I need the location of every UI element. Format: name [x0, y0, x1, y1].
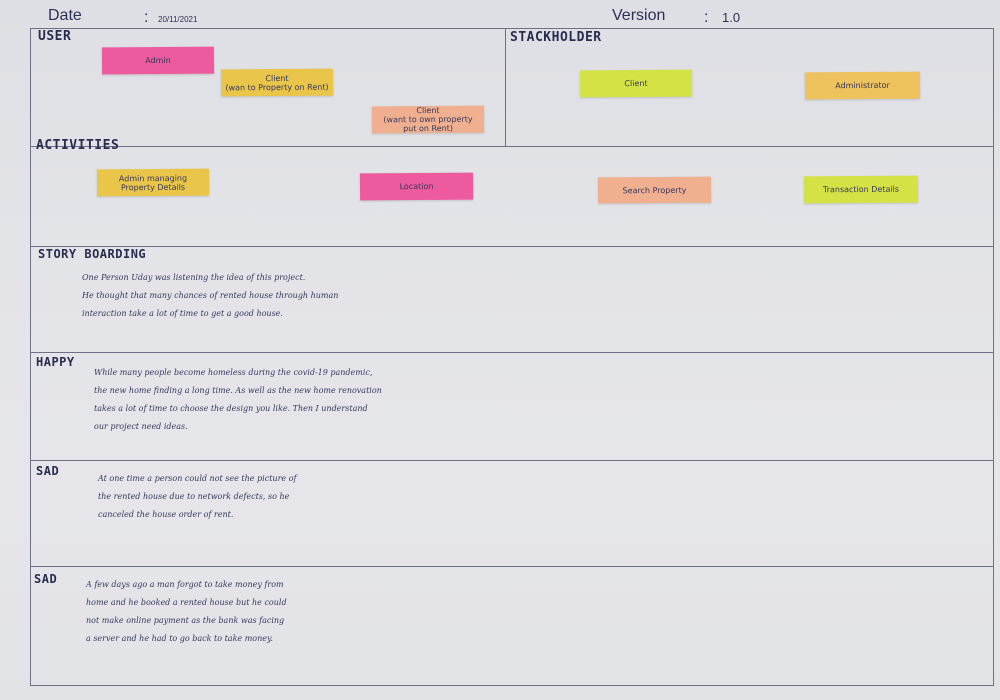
section-title-activities: ACTIVITIES	[36, 138, 120, 153]
sticky-note-client: Client	[580, 70, 692, 98]
sticky-note-admin: Admin	[102, 47, 214, 75]
date-label: Date	[48, 7, 82, 24]
user-stakeholder-divider	[505, 28, 506, 146]
sad-2-line: A few days ago a man forgot to take money from	[86, 580, 284, 589]
divider-storyboarding	[30, 246, 994, 247]
happy-text	[94, 368, 382, 440]
storyboarding-line: interaction take a lot of time to get a good house.	[82, 309, 283, 318]
sticky-note-location: Location	[360, 173, 473, 201]
version-value: 1.0	[722, 10, 741, 25]
section-title-user: USER	[38, 29, 72, 44]
sad-2-text	[86, 580, 287, 652]
section-title-sad-2: SAD	[34, 572, 58, 586]
storyboarding-line: One Person Uday was listening the idea of this project.	[82, 273, 306, 282]
happy-line: While many people become homeless during the covid-19 pandemic,	[94, 368, 373, 377]
divider-activities	[30, 146, 994, 147]
sad-1-line: the rented house due to network defects, so he	[98, 492, 290, 501]
happy-line: our project need ideas.	[94, 422, 188, 431]
sad-2-line: home and he booked a rented house but he could	[86, 598, 287, 607]
sad-1-text	[98, 474, 296, 528]
divider-sad-2	[30, 566, 994, 567]
date-separator: :	[144, 9, 149, 26]
divider-sad-1	[30, 460, 994, 461]
sticky-note-search-property: Search Property	[598, 177, 711, 204]
section-title-sad-1: SAD	[36, 464, 60, 478]
sad-1-line: canceled the house order of rent.	[98, 510, 234, 519]
happy-line: takes a lot of time to choose the design you like. Then I understand	[94, 404, 368, 413]
sad-1-line: At one time a person could not see the picture of	[98, 474, 297, 483]
version-label: Version	[612, 7, 666, 24]
happy-line: the new home finding a long time. As well as the new home renovation	[94, 386, 382, 395]
sad-2-line: not make online payment as the bank was facing	[86, 616, 285, 625]
divider-happy	[30, 352, 994, 353]
sticky-note-transaction-details: Transaction Details	[804, 176, 918, 204]
version-separator: :	[704, 9, 709, 26]
sticky-note-client-owner: Client (want to own property put on Rent)	[372, 106, 484, 134]
section-title-storyboarding: STORY BOARDING	[38, 247, 147, 261]
sticky-note-admin-managing: Admin managing Property Details	[97, 169, 209, 197]
storyboarding-text	[82, 273, 338, 327]
sad-2-line: a server and he had to go back to take money.	[86, 634, 273, 643]
date-value: 20/11/2021	[158, 15, 198, 24]
sticky-note-client-rent: Client (wan to Property on Rent)	[221, 69, 333, 97]
section-title-happy: HAPPY	[36, 355, 75, 369]
section-title-stakeholder: STACKHOLDER	[510, 30, 602, 45]
sticky-note-administrator: Administrator	[805, 72, 920, 100]
storyboarding-line: He thought that many chances of rented house through human	[82, 291, 339, 300]
